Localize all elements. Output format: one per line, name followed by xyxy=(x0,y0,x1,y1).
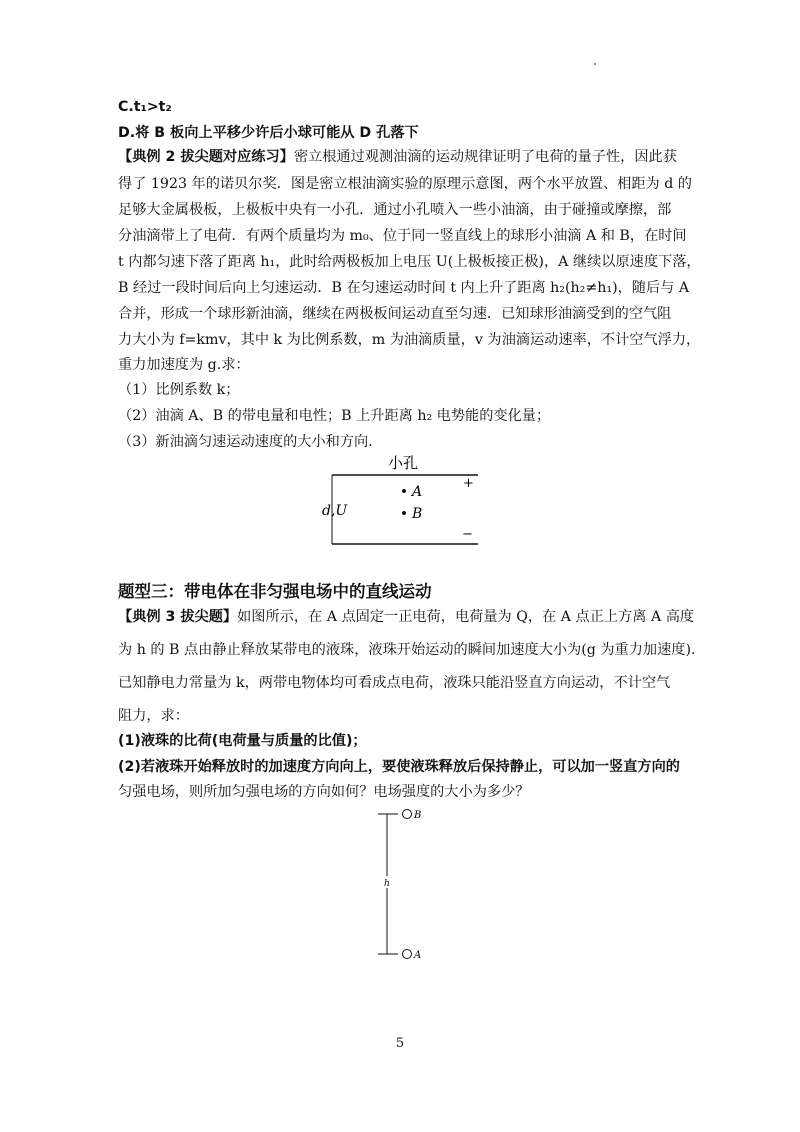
minus-sign: − xyxy=(462,527,473,542)
dU-label: d,U xyxy=(322,503,348,519)
plus-sign: + xyxy=(463,476,474,491)
example2-line-6: B 经过一段时间后向上匀速运动．B 在匀速运动时间 t 内上升了距离 h₂(h₂≠h₁)，随后与 A xyxy=(118,280,690,296)
section-heading: 题型三：带电体在非匀强电场中的直线运动 xyxy=(118,582,432,601)
example3-line-3: 已知静电力常量为 k，两带电物体均可看成点电荷，液珠只能沿竖直方向运动，不计空气 xyxy=(118,675,671,691)
point-b-label: B xyxy=(414,810,422,821)
example2-text-0: 密立根通过观测油滴的运动规律证明了电荷的量子性，因此获 xyxy=(293,149,677,165)
example2-line-4: 分油滴带上了电荷．有两个质量均为 m₀、位于同一竖直线上的球形小油滴 A 和 B，在时间 xyxy=(118,228,687,244)
droplet-b xyxy=(402,511,406,515)
example3-tag: 【典例 3 拔尖题】 xyxy=(118,609,238,625)
page-number: 5 xyxy=(395,1036,405,1051)
example3-text-0: 如图所示，在 A 点固定一正电荷，电荷量为 Q，在 A 点正上方离 A 高度 xyxy=(237,609,695,625)
example2-line-5: t 内都匀速下落了距离 h₁，此时给两极板加上电压 U(上极板接正极)，A 继续以原速度下落， xyxy=(118,254,701,270)
scan-dot xyxy=(594,63,596,65)
droplet-a-label: A xyxy=(412,484,423,500)
example2-question-2: （2）油滴 A、B 的带电量和电性；B 上升距离 h₂ 电势能的变化量； xyxy=(118,408,551,424)
example2-line-1 xyxy=(118,147,677,167)
height-label: h xyxy=(384,879,390,889)
example2-question-1: （1）比例系数 k； xyxy=(118,382,240,398)
example2-line-9: 重力加速度为 g.求： xyxy=(118,357,250,373)
example2-line-8: 力大小为 f=kmv，其中 k 为比例系数，m 为油滴质量，v 为油滴运动速率，不计空气浮力， xyxy=(118,332,701,348)
droplet-a xyxy=(402,489,406,493)
example2-line-3: 足够大金属极板，上极板中央有一小孔．通过小孔喷入一些小油滴，由于碰撞或摩擦，部 xyxy=(118,202,672,218)
point-a-label: A xyxy=(414,950,422,961)
example3-question-2b: 匀强电场，则所加匀强电场的方向如何？电场强度的大小为多少？ xyxy=(118,784,530,800)
example2-line-2: 得了 1923 年的诺贝尔奖．图是密立根油滴实验的原理示意图，两个水平放置、相距为 d 的 xyxy=(118,176,692,192)
example2-tag: 【典例 2 拔尖题对应练习】 xyxy=(118,149,294,165)
plate-figure xyxy=(300,452,500,552)
hole-label: 小孔 xyxy=(388,454,419,472)
example2-line-7: 合并，形成一个球形新油滴，继续在两极板间运动直至匀速．已知球形油滴受到的空气阻 xyxy=(118,306,672,322)
height-figure xyxy=(370,804,450,964)
example2-question-3: （3）新油滴匀速运动速度的大小和方向． xyxy=(118,434,383,450)
example3-line-4: 阻力，求： xyxy=(118,708,189,724)
example3-line-1 xyxy=(118,607,694,627)
example3-question-2a: (2)若液珠开始释放时的加速度方向向上，要使液珠释放后保持静止，可以加一竖直方向的 xyxy=(118,759,680,775)
option-c: C.t₁>t₂ xyxy=(118,99,172,115)
point-b xyxy=(403,810,412,819)
example3-question-1: (1)液珠的比荷(电荷量与质量的比值)； xyxy=(118,733,367,749)
option-d: D.将 B 板向上平移少许后小球可能从 D 孔落下 xyxy=(118,125,419,141)
example3-line-2: 为 h 的 B 点由静止释放某带电的液珠，液珠开始运动的瞬间加速度大小为(g 为重力加速度). xyxy=(118,642,696,658)
point-a xyxy=(403,950,412,959)
droplet-b-label: B xyxy=(412,506,423,522)
